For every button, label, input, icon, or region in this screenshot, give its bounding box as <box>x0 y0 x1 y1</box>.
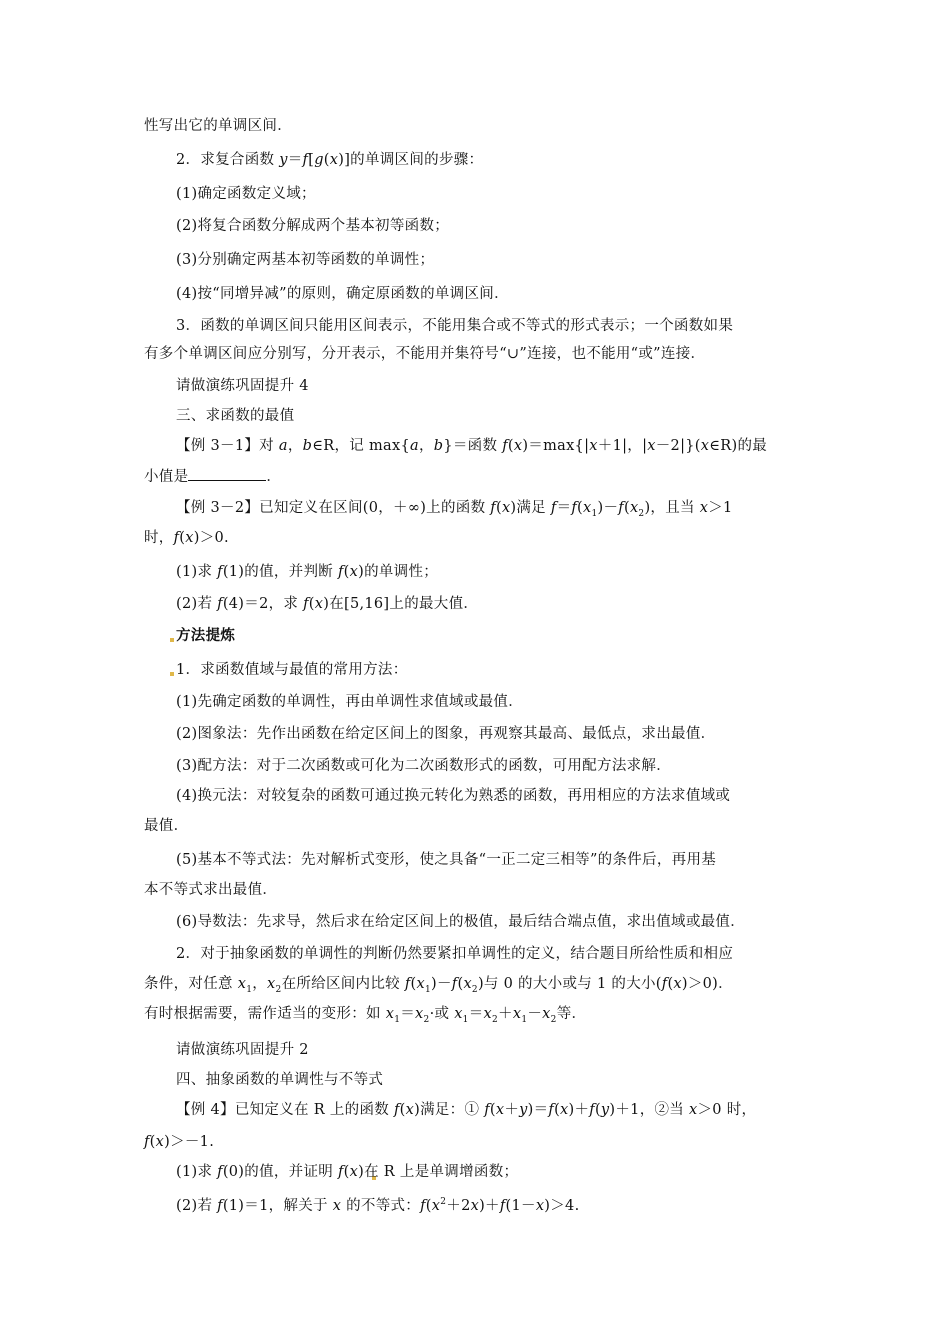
text-line: (2)将复合函数分解成两个基本初等函数； <box>176 218 450 234</box>
text-line: (2)若 f(4)＝2，求 f(x)在[5,16]上的最大值． <box>176 596 479 612</box>
text-line: (3)配方法：对于二次函数或可化为二次函数形式的函数，可用配方法求解． <box>176 758 672 774</box>
text-line: (4)按“同增异减”的原则，确定原函数的单调区间． <box>176 286 509 302</box>
text-line: (6)导数法：先求导，然后求在给定区间上的极值，最后结合端点值，求出值域或最值． <box>176 914 746 930</box>
text-line: 1．求函数值域与最值的常用方法： <box>176 662 408 678</box>
text-line: 最值． <box>144 818 189 834</box>
text-line: 【例 3－2】已知定义在区间(0，＋∞)上的函数 f(x)满足 $f=f(x_1)-f(x_2)$，且当 x＞1 <box>176 500 733 519</box>
text-line: 有时根据需要，需作适当的变形：如 $x_1=x_2\cdot$或 $x_1=x_2+x_1-x_2$等． <box>144 1006 587 1025</box>
method-heading: 方法提炼 <box>176 627 236 644</box>
edit-marker <box>170 672 174 676</box>
text-line: 小值是 ． <box>144 466 824 487</box>
answer-blank <box>188 466 266 481</box>
edit-marker <box>170 638 174 642</box>
section-heading: 四、抽象函数的单调性与不等式 <box>176 1072 384 1088</box>
text-line: (3)分别确定两基本初等函数的单调性； <box>176 252 435 268</box>
text-line: 3．函数的单调区间只能用区间表示，不能用集合或不等式的形式表示；一个函数如果 <box>176 318 734 334</box>
text-line: 条件，对任意 $x_1$，$x_2$在所给区间内比较 $f(x_1)-f(x_2)$与 0 的大小或与 1 的大小(f(x)＞0)． <box>144 976 733 995</box>
section-heading: 三、求函数的最值 <box>176 408 295 424</box>
text-line: 时，f(x)＞0. <box>144 530 229 546</box>
text-line: f(x)＞－1. <box>144 1134 215 1150</box>
text-line: (5)基本不等式法：先对解析式变形，使之具备“一正二定三相等”的条件后，再用基 <box>176 852 717 868</box>
text-line: 2．对于抽象函数的单调性的判断仍然要紧扣单调性的定义，结合题目所给性质和相应 <box>176 946 734 962</box>
text-line: 请做演练巩固提升 2 <box>176 1042 309 1058</box>
text-line: 【例 4】已知定义在 R 上的函数 f(x)满足：① f(x＋y)＝f(x)＋f(y)＋1，②当 x＞0 时， <box>176 1102 757 1118</box>
text-line: (1)先确定函数的单调性，再由单调性求值域或最值． <box>176 694 524 710</box>
text-line: (4)换元法：对较复杂的函数可通过换元转化为熟悉的函数，再用相应的方法求值域或 <box>176 788 731 804</box>
text-line: 性写出它的单调区间． <box>144 118 292 134</box>
text-line: (2)若 f(1)＝1，解关于 x 的不等式：$f(x^2+2x)+f(1-x)>4$. <box>176 1197 580 1214</box>
text-line: 请做演练巩固提升 4 <box>176 378 309 394</box>
text-line: 本不等式求出最值． <box>144 882 278 898</box>
text-line: (1)求 f(0)的值，并证明 f(x)在 R 上是单调增函数； <box>176 1164 519 1180</box>
text-line: (1)确定函数定义域； <box>176 186 316 202</box>
text-line: (1)求 f(1)的值，并判断 f(x)的单调性； <box>176 564 439 580</box>
text-line: 【例 3－1】对 a，b∈R，记 max{a，b}＝函数 f(x)＝max{|x＋1|，|x－2|}(x∈R)的最 <box>176 438 768 454</box>
text-line: (2)图象法：先作出函数在给定区间上的图象，再观察其最高、最低点，求出最值． <box>176 726 716 742</box>
text-line: 有多个单调区间应分别写，分开表示，不能用并集符号“∪”连接，也不能用“或”连接． <box>144 346 706 362</box>
text-line: 2．求复合函数 y＝f[g(x)]的单调区间的步骤： <box>176 152 484 168</box>
